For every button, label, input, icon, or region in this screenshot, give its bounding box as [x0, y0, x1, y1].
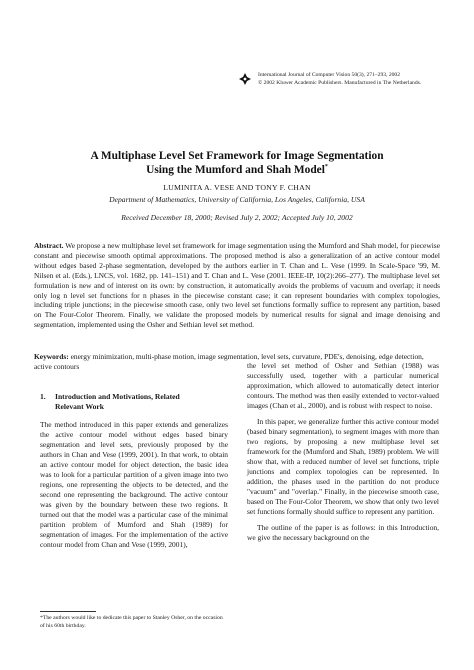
section-title-line-1: Introduction and Motivations, Related	[55, 392, 180, 401]
body-paragraph: In this paper, we generalize further this active contour model (based binary segmentation), to segment images with more than two regions, by proposing a new multiphase level set framework for the (Mumford and Shah, 1989) problem. We will show that, with a reduced number of level set functions, triple junctions and complex topologies can be represented. In addition, the phases used in the partition do not produce "vacuum" and "overlap." Finally, in the piecewise smooth case, based on The Four-Color Theorem, we show that only two level set functions formally should suffice to represent any partition.	[247, 417, 439, 516]
abstract-text: We propose a new multiphase level set framework for image segmentation using the Mumford and Shah model, for piecewise constant and piecewise smooth optimal approximations. The proposed method is also a generalization of an active contour model without edges based 2-phase segmentation, developed by the authors earlier in T. Chan and L. Vese (1999. In Scale-Space '99, M. Nilsen et al. (Eds.), LNCS, vol. 1682, pp. 141–151) and T. Chan and L. Vese (2001. IEEE-IP, 10(2):266–277). The multiphase level set formulation is new and of interest on its own: by construction, it automatically avoids the problems of vacuum and overlap; it needs only log n level set functions for n phases in the piecewise constant case; it can represent boundaries with complex topologies, including triple junctions; in the piecewise smooth case, only two level set functions formally suffice to represent any partition, based on The Four-Color Theorem. Finally, we validate the proposed models by numerical results for signal and image denoising and segmentation, implemented using the Osher and Sethian level set method.	[34, 241, 440, 330]
body-paragraph: the level set method of Osher and Sethian (1988) was successfully used, together with a particular numerical approximation, which allowed to automatically detect interior contours. The method was then easily extended to vector-valued images (Chan et al., 2000), and is robust with respect to noise.	[247, 361, 439, 410]
abstract	[34, 241, 440, 330]
title-line-2	[40, 164, 434, 178]
title-line-2-text: Using the Mumford and Shah Model	[146, 163, 325, 176]
copyright-line: © 2002 Kluwer Academic Publishers. Manufactured in The Netherlands.	[258, 80, 422, 86]
keywords-text: energy minimization, multi-phase motion, image segmentation, level sets, curvature, PDE's, denoising, edge detection, active contours	[34, 352, 424, 371]
left-column	[40, 420, 228, 550]
title-line-1: A Multiphase Level Set Framework for Image Segmentation	[90, 150, 384, 162]
footnote-rule	[40, 611, 96, 612]
received-dates: Received December 18, 2000; Revised July 2, 2002; Accepted July 10, 2002	[121, 213, 353, 222]
section-number: 1.	[40, 392, 46, 401]
journal-citation: International Journal of Computer Vision 50(3), 271–293, 2002	[258, 72, 401, 78]
body-paragraph: The outline of the paper is as follows: in this Introduction, we give the necessary background on the	[247, 523, 439, 542]
right-column	[247, 361, 439, 543]
publisher-logo-icon	[238, 72, 252, 86]
section-title-line-2: Relevant Work	[55, 401, 105, 411]
body-paragraph: The method introduced in this paper extends and generalizes the active contour model without edges based binary segmentation and level sets, previously proposed by the authors in Chan and Vese (1999, 2001). In that work, to obtain an active contour model for object detection, the basic idea was to look for a particular partition of a given image into two regions, one representing the objects to be detected, and the second one representing the background. The active contour was given by the boundary between these two regions. It turned out that the model was a particular case of the minimal partition problem of Mumford and Shah (1989) for segmentation of images. For the implementation of the active contour model from Chan and Vese (1999, 2001),	[40, 420, 228, 549]
affiliation: Department of Mathematics, University of California, Los Angeles, California, USA	[109, 195, 365, 204]
title-footnote-mark: *	[324, 163, 328, 170]
authors: LUMINITA A. VESE AND TONY F. CHAN	[163, 183, 311, 192]
paper-title	[40, 150, 434, 177]
keywords-label: Keywords:	[34, 352, 69, 361]
section-heading-line-1	[40, 392, 230, 402]
section-heading	[40, 392, 230, 412]
footnote: *The authors would like to dedicate this paper to Stanley Osher, on the occasion of his 60th birthday.	[40, 615, 223, 629]
abstract-label: Abstract.	[34, 241, 64, 250]
journal-header	[258, 71, 458, 87]
